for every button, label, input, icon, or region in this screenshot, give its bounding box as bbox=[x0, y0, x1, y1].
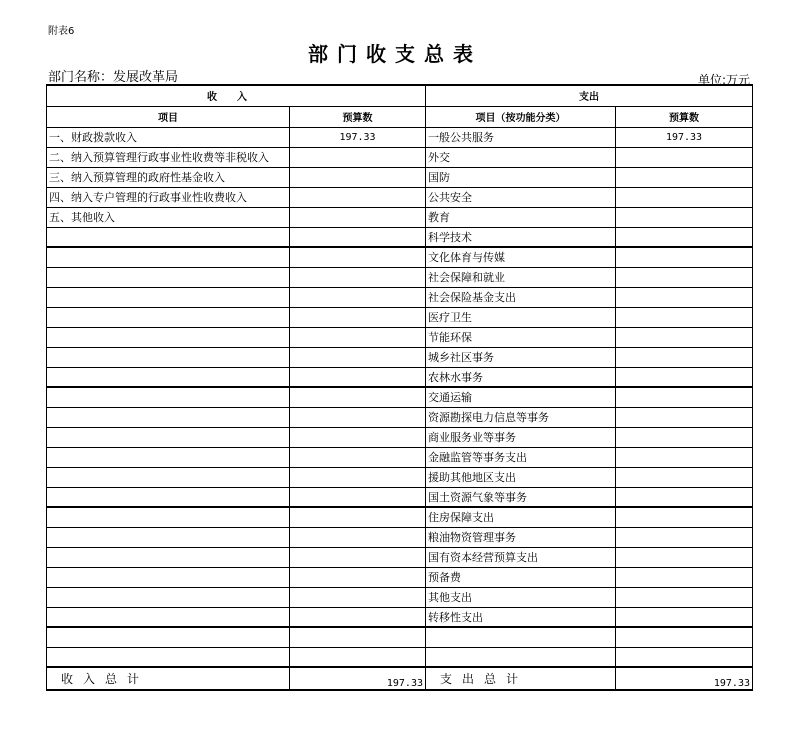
expense-item-cell: 外交 bbox=[426, 147, 616, 167]
expense-amount-cell bbox=[616, 187, 753, 207]
income-item-cell bbox=[47, 467, 290, 487]
expense-amount-cell bbox=[616, 627, 753, 647]
income-amount-cell bbox=[290, 647, 426, 667]
page-title: 部门收支总表 bbox=[308, 42, 482, 66]
expense-amount-cell bbox=[616, 527, 753, 547]
expense-amount-cell bbox=[616, 587, 753, 607]
income-item-cell: 二、纳入预算管理行政事业性收费等非税收入 bbox=[47, 147, 290, 167]
expense-item-cell: 国土资源气象等事务 bbox=[426, 487, 616, 507]
table-row bbox=[47, 127, 753, 147]
income-item-cell: 五、其他收入 bbox=[47, 207, 290, 227]
income-amount-cell bbox=[290, 327, 426, 347]
col-header-budget: 预算数 bbox=[290, 106, 426, 127]
income-section-header: 收 入 bbox=[47, 85, 426, 106]
income-amount-cell bbox=[290, 387, 426, 407]
expense-amount-cell bbox=[616, 427, 753, 447]
expense-amount-cell bbox=[616, 547, 753, 567]
expense-amount-cell bbox=[616, 567, 753, 587]
expense-amount-cell bbox=[616, 647, 753, 667]
income-amount-cell bbox=[290, 227, 426, 247]
income-item-cell bbox=[47, 427, 290, 447]
table-row bbox=[47, 267, 753, 287]
expense-item-cell: 节能环保 bbox=[426, 327, 616, 347]
table-row bbox=[47, 347, 753, 367]
income-item-cell bbox=[47, 607, 290, 627]
table-row bbox=[47, 207, 753, 227]
income-amount-cell bbox=[290, 287, 426, 307]
expense-amount-cell bbox=[616, 467, 753, 487]
income-item-cell bbox=[47, 547, 290, 567]
income-amount-cell bbox=[290, 447, 426, 467]
table-row bbox=[47, 467, 753, 487]
income-amount-cell bbox=[290, 267, 426, 287]
income-amount-cell bbox=[290, 507, 426, 527]
expense-amount-cell bbox=[616, 227, 753, 247]
budget-table bbox=[46, 84, 753, 691]
department-name: 部门名称：发展改革局 bbox=[48, 70, 179, 85]
expense-item-cell: 教育 bbox=[426, 207, 616, 227]
expense-total-amount: 197.33 bbox=[616, 667, 753, 690]
income-amount-cell bbox=[290, 427, 426, 447]
expense-item-cell: 公共安全 bbox=[426, 187, 616, 207]
income-amount-cell bbox=[290, 187, 426, 207]
income-item-cell bbox=[47, 627, 290, 647]
income-amount-cell bbox=[290, 167, 426, 187]
expense-item-cell: 资源勘探电力信息等事务 bbox=[426, 407, 616, 427]
table-row bbox=[47, 487, 753, 507]
expense-amount-cell bbox=[616, 267, 753, 287]
income-amount-cell bbox=[290, 527, 426, 547]
table-row bbox=[47, 507, 753, 527]
expense-amount-cell bbox=[616, 347, 753, 367]
expense-amount-cell bbox=[616, 507, 753, 527]
income-amount-cell bbox=[290, 207, 426, 227]
income-item-cell bbox=[47, 527, 290, 547]
expense-item-cell bbox=[426, 627, 616, 647]
table-row bbox=[47, 527, 753, 547]
income-item-cell: 一、财政拨款收入 bbox=[47, 127, 290, 147]
income-item-cell bbox=[47, 647, 290, 667]
income-item-cell bbox=[47, 287, 290, 307]
table-row bbox=[47, 167, 753, 187]
income-item-cell bbox=[47, 487, 290, 507]
income-item-cell bbox=[47, 347, 290, 367]
expense-item-cell: 国有资本经营预算支出 bbox=[426, 547, 616, 567]
income-amount-cell bbox=[290, 587, 426, 607]
expense-item-cell: 一般公共服务 bbox=[426, 127, 616, 147]
income-item-cell: 三、纳入预算管理的政府性基金收入 bbox=[47, 167, 290, 187]
col-header-item-by-function: 项目（按功能分类） bbox=[426, 106, 616, 127]
table-row bbox=[47, 227, 753, 247]
income-item-cell bbox=[47, 387, 290, 407]
income-item-cell bbox=[47, 327, 290, 347]
expense-total-label: 支出总计 bbox=[426, 667, 616, 690]
expense-section-header: 支出 bbox=[426, 85, 753, 106]
table-row bbox=[47, 387, 753, 407]
table-row bbox=[47, 547, 753, 567]
table-row bbox=[47, 187, 753, 207]
table-row bbox=[47, 447, 753, 467]
column-header-row bbox=[47, 106, 753, 127]
income-item-cell bbox=[47, 367, 290, 387]
table-row bbox=[47, 327, 753, 347]
income-total-label: 收入总计 bbox=[47, 667, 290, 690]
expense-amount-cell bbox=[616, 387, 753, 407]
income-amount-cell bbox=[290, 367, 426, 387]
income-item-cell bbox=[47, 307, 290, 327]
expense-item-cell: 社会保险基金支出 bbox=[426, 287, 616, 307]
income-amount-cell bbox=[290, 567, 426, 587]
table-row bbox=[47, 367, 753, 387]
expense-amount-cell bbox=[616, 247, 753, 267]
expense-amount-cell bbox=[616, 207, 753, 227]
expense-item-cell: 商业服务业等事务 bbox=[426, 427, 616, 447]
expense-item-cell: 科学技术 bbox=[426, 227, 616, 247]
expense-item-cell: 其他支出 bbox=[426, 587, 616, 607]
table-row bbox=[47, 147, 753, 167]
income-amount-cell bbox=[290, 247, 426, 267]
expense-amount-cell bbox=[616, 327, 753, 347]
expense-item-cell: 文化体育与传媒 bbox=[426, 247, 616, 267]
expense-amount-cell bbox=[616, 607, 753, 627]
expense-item-cell: 转移性支出 bbox=[426, 607, 616, 627]
income-amount-cell bbox=[290, 547, 426, 567]
income-item-cell bbox=[47, 507, 290, 527]
table-row bbox=[47, 587, 753, 607]
income-amount-cell bbox=[290, 627, 426, 647]
expense-amount-cell bbox=[616, 167, 753, 187]
table-row bbox=[47, 627, 753, 647]
expense-item-cell: 援助其他地区支出 bbox=[426, 467, 616, 487]
income-amount-cell: 197.33 bbox=[290, 127, 426, 147]
income-total-amount: 197.33 bbox=[290, 667, 426, 690]
table-row bbox=[47, 567, 753, 587]
income-item-cell bbox=[47, 247, 290, 267]
income-item-cell bbox=[47, 447, 290, 467]
income-amount-cell bbox=[290, 467, 426, 487]
table-row bbox=[47, 287, 753, 307]
income-item-cell: 四、纳入专户管理的行政事业性收费收入 bbox=[47, 187, 290, 207]
income-item-cell bbox=[47, 587, 290, 607]
table-row bbox=[47, 607, 753, 627]
expense-amount-cell bbox=[616, 147, 753, 167]
expense-item-cell: 农林水事务 bbox=[426, 367, 616, 387]
income-amount-cell bbox=[290, 307, 426, 327]
income-item-cell bbox=[47, 227, 290, 247]
expense-item-cell bbox=[426, 647, 616, 667]
table-row bbox=[47, 247, 753, 267]
expense-item-cell: 国防 bbox=[426, 167, 616, 187]
expense-item-cell: 城乡社区事务 bbox=[426, 347, 616, 367]
col-header-item: 项目 bbox=[47, 106, 290, 127]
income-amount-cell bbox=[290, 347, 426, 367]
table-row bbox=[47, 407, 753, 427]
expense-item-cell: 社会保障和就业 bbox=[426, 267, 616, 287]
expense-amount-cell bbox=[616, 447, 753, 467]
expense-amount-cell bbox=[616, 287, 753, 307]
table-row bbox=[47, 427, 753, 447]
expense-amount-cell bbox=[616, 487, 753, 507]
section-header-row bbox=[47, 85, 753, 106]
table-row bbox=[47, 307, 753, 327]
expense-item-cell: 金融监管等事务支出 bbox=[426, 447, 616, 467]
income-item-cell bbox=[47, 267, 290, 287]
total-row bbox=[47, 667, 753, 690]
expense-amount-cell bbox=[616, 407, 753, 427]
expense-item-cell: 交通运输 bbox=[426, 387, 616, 407]
attachment-label: 附表6 bbox=[48, 26, 75, 37]
income-amount-cell bbox=[290, 147, 426, 167]
expense-item-cell: 医疗卫生 bbox=[426, 307, 616, 327]
income-item-cell bbox=[47, 407, 290, 427]
expense-amount-cell bbox=[616, 307, 753, 327]
income-amount-cell bbox=[290, 487, 426, 507]
income-amount-cell bbox=[290, 407, 426, 427]
expense-item-cell: 粮油物资管理事务 bbox=[426, 527, 616, 547]
expense-amount-cell: 197.33 bbox=[616, 127, 753, 147]
expense-item-cell: 住房保障支出 bbox=[426, 507, 616, 527]
income-item-cell bbox=[47, 567, 290, 587]
table-row bbox=[47, 647, 753, 667]
col-header-budget-2: 预算数 bbox=[616, 106, 753, 127]
income-amount-cell bbox=[290, 607, 426, 627]
unit-label: 单位:万元 bbox=[697, 73, 750, 87]
expense-item-cell: 预备费 bbox=[426, 567, 616, 587]
expense-amount-cell bbox=[616, 367, 753, 387]
